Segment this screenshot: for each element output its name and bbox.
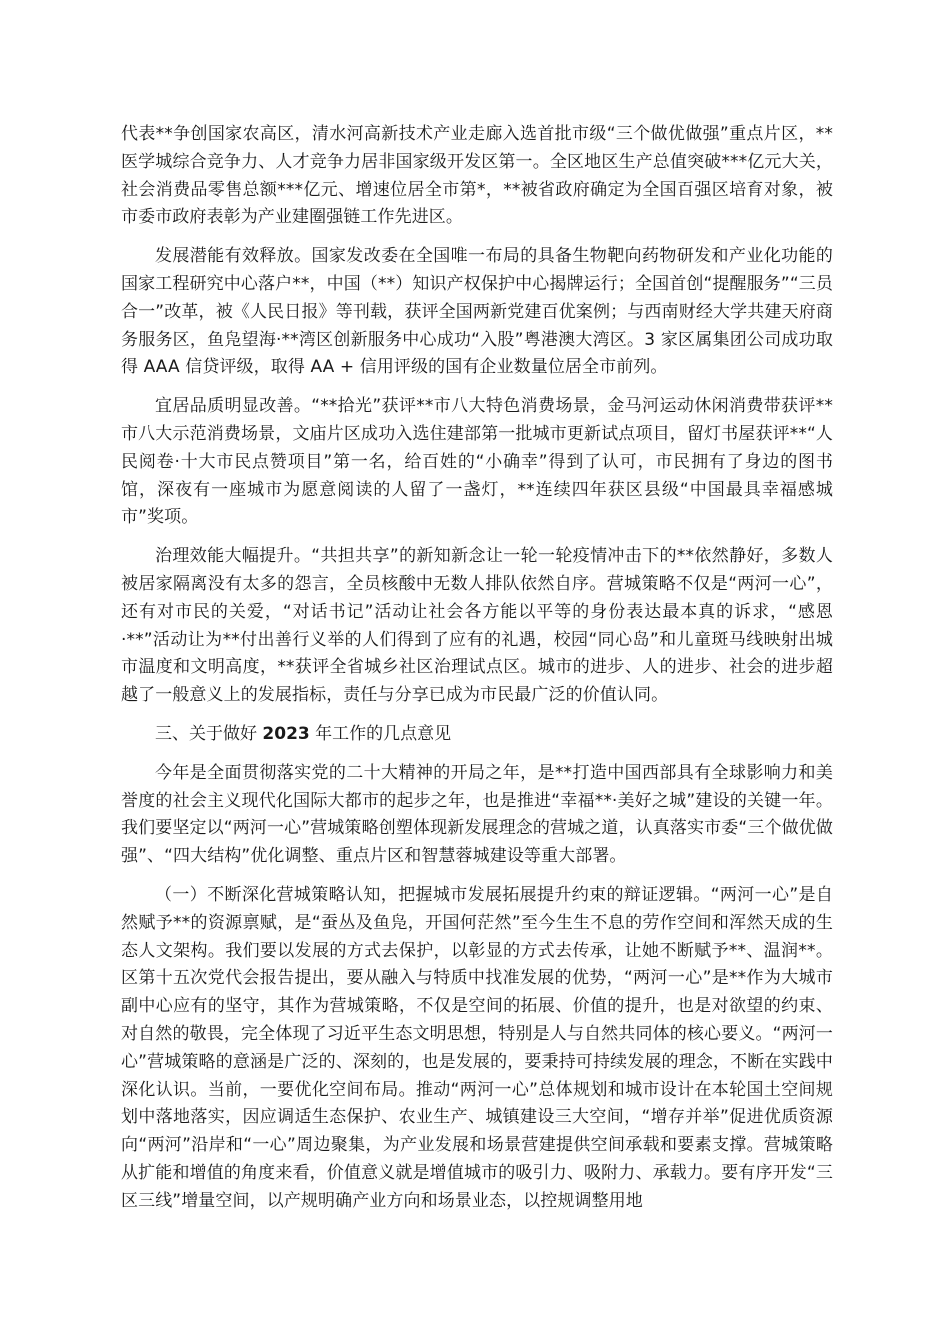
document-page [121, 121, 833, 1226]
heading-prefix: 三、关于做好 [155, 723, 263, 744]
paragraph-development-potential: 发展潜能有效释放。国家发改委在全国唯一布局的具备生物靶向药物研发和产业化功能的国家工程研究中心落户**，中国（**）知识产权保护中心揭牌运行；全国首创“提醒服务”“三员合一”改革，被《人民日报》等刊载，获评全国两新党建百优案例；与西南财经大学共建天府商务服务区，鱼凫望海·**湾区创新服务中心成功“入股”粤港澳大湾区。3 家区属集团公司成功取得 AAA 信贷评级，取得 AA + 信用评级的国有企业数量位居全市前列。 [121, 246, 833, 378]
paragraph-governance: 治理效能大幅提升。“共担共享”的新知新念让一轮一轮疫情冲击下的**依然静好，多数人被居家隔离没有太多的怨言，全员核酸中无数人排队依然自序。营城策略不仅是“两河一心”，还有对市民的关爱，“对话书记”活动让社会各方能以平等的身份表达最本真的诉求，“感恩·**”活动让为**付出善行义举的人们得到了应有的礼遇，校园“同心岛”和儿童斑马线映射出城市温度和文明高度，**获评全省城乡社区治理试点区。城市的进步、人的进步、社会的进步超越了一般意义上的发展指标，责任与分享已成为市民最广泛的价值认同。 [121, 546, 833, 706]
heading-year: 2023 [262, 723, 310, 744]
section-heading [121, 721, 833, 749]
paragraph-item-1: （一）不断深化营城策略认知，把握城市发展拓展提升约束的辩证逻辑。“两河一心”是自然赋予**的资源禀赋，是“蚕丛及鱼凫，开国何茫然”至今生生不息的劳作空间和浑然天成的生态人文架构。我们要以发展的方式去保护，以彰显的方式去传承，让她不断赋予**、温润**。区第十五次党代会报告提出，要从融入与特质中找准发展的优势，“两河一心”是**作为大城市副中心应有的坚守，其作为营城策略，不仅是空间的拓展、价值的提升，也是对欲望的约束、对自然的敬畏，完全体现了习近平生态文明思想，特别是人与自然共同体的核心要义。“两河一心”营城策略的意涵是广泛的、深刻的，也是发展的，要秉持可持续发展的理念，不断在实践中深化认识。当前，一要优化空间布局。推动“两河一心”总体规划和城市设计在本轮国土空间规划中落地落实，因应调适生态保护、农业生产、城镇建设三大空间，“增存并举”促进优质资源向“两河”沿岸和“一心”周边聚集，为产业发展和场景营建提供空间承载和要素支撑。营城策略从扩能和增值的角度来看，价值意义就是增值城市的吸引力、吸附力、承载力。要有序开发“三区三线”增量空间，以产规明确产业方向和场景业态，以控规调整用地 [121, 884, 833, 1211]
paragraph-livability: 宜居品质明显改善。“**拾光”获评**市八大特色消费场景，金马河运动休闲消费带获评**市八大示范消费场景，文庙片区成功入选住建部第一批城市更新试点项目，留灯书屋获评**“人民阅卷·十大市民点赞项目”第一名，给百姓的“小确幸”得到了认可，市民拥有了身边的图书馆，深夜有一座城市为愿意阅读的人留了一盏灯，**连续四年获区县级“中国最具幸福感城市”奖项。 [121, 396, 833, 528]
paragraph-1: 代表**争创国家农高区，清水河高新技术产业走廊入选首批市级“三个做优做强”重点片区，**医学城综合竞争力、人才竞争力居非国家级开发区第一。全区地区生产总值突破***亿元大关，社会消费品零售总额***亿元、增速位居全市第*，**被省政府确定为全国百强区培育对象，被市委市政府表彰为产业建圈强链工作先进区。 [121, 124, 833, 228]
heading-suffix: 年工作的几点意见 [309, 723, 452, 744]
paragraph-this-year: 今年是全面贯彻落实党的二十大精神的开局之年，是**打造中国西部具有全球影响力和美誉度的社会主义现代化国际大都市的起步之年，也是推进“幸福**·美好之城”建设的关键一年。我们要坚定以“两河一心”营城策略创塑体现新发展理念的营城之道，认真落实市委“三个做优做强”、“四大结构”优化调整、重点片区和智慧蓉城建设等重大部署。 [121, 762, 833, 867]
